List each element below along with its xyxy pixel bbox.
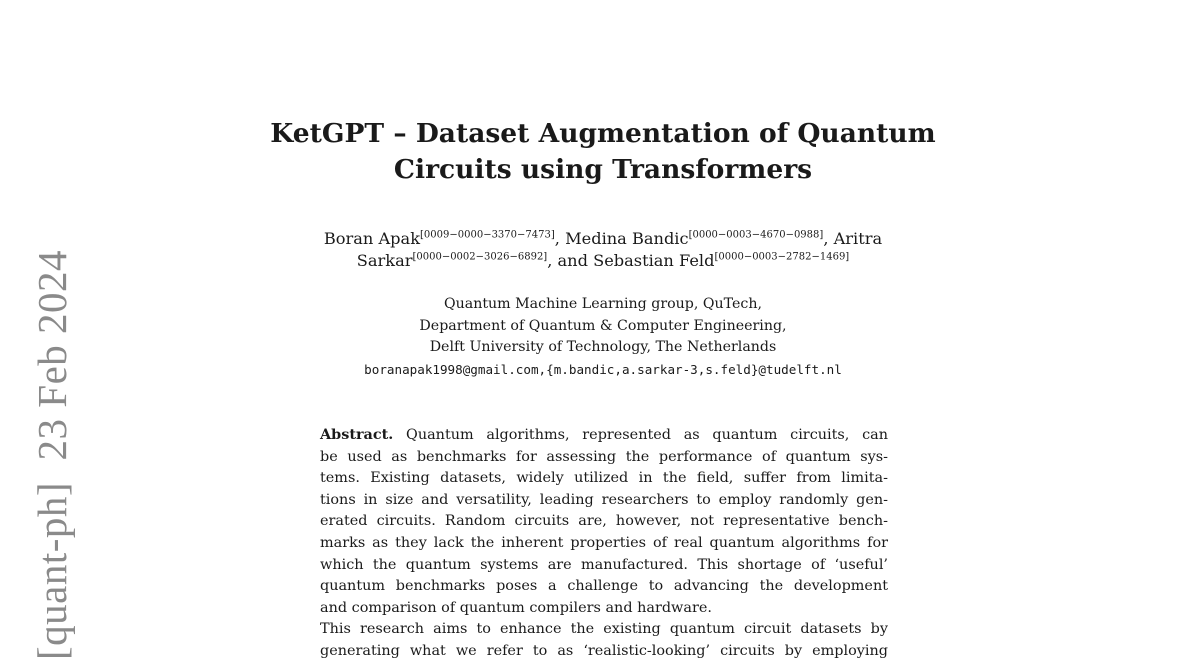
affiliation-block xyxy=(230,294,976,380)
author-line-1: Boran Apak[0009−0000−3370−7473], Medina Bandic[0000−0003−4670−0988], Aritra xyxy=(323,229,883,248)
author-line-2: Sarkar[0000−0002−3026−6892], and Sebastian Feld[0000−0003−2782−1469] xyxy=(356,251,850,270)
abstract-line: marks as they lack the inherent properties of real quantum algorithms for xyxy=(320,534,888,551)
abstract-line: and comparison of quantum compilers and hardware. xyxy=(320,599,712,616)
abstract-line: This research aims to enhance the existing quantum circuit datasets by xyxy=(320,621,888,638)
author-emails[interactable]: boranapak1998@gmail.com,{m.bandic,a.sarkar-3,s.feld}@tudelft.nl xyxy=(364,361,842,377)
paper-title xyxy=(230,116,976,188)
author-name-last: Sarkar xyxy=(356,251,413,270)
abstract-line: Abstract. Quantum algorithms, represented as quantum circuits, can xyxy=(320,426,888,443)
author-name: Medina Bandic xyxy=(565,229,689,248)
abstract-line: be used as benchmarks for assessing the performance of quantum sys- xyxy=(320,448,888,465)
title-line-1: KetGPT – Dataset Augmentation of Quantum xyxy=(270,118,936,149)
abstract-line: quantum benchmarks poses a challenge to advancing the development xyxy=(320,578,888,595)
author-orcid: [0009−0000−3370−7473] xyxy=(420,229,555,241)
author-orcid: [0000−0003−4670−0988] xyxy=(688,229,824,241)
title-line-2: Circuits using Transformers xyxy=(393,154,813,185)
author-name-first: Aritra xyxy=(833,229,883,248)
affiliation-line-2: Department of Quantum & Computer Engineering, xyxy=(419,317,787,334)
affiliation-line-1: Quantum Machine Learning group, QuTech, xyxy=(443,296,763,312)
abstract-keyword: Abstract. xyxy=(320,426,394,443)
author-name: Sebastian Feld xyxy=(593,251,715,270)
author-orcid: [0000−0002−3026−6892] xyxy=(412,251,548,263)
abstract-line: erated circuits. Random circuits are, however, not representative bench- xyxy=(320,513,888,530)
abstract-line: tems. Existing datasets, widely utilized in the field, suffer from limita- xyxy=(320,470,888,487)
author-orcid: [0000−0003−2782−1469] xyxy=(714,251,850,263)
author-name: Boran Apak xyxy=(323,229,421,248)
affiliation-line-3: Delft University of Technology, The Netherlands xyxy=(429,339,777,355)
abstract-line: tions in size and versatility, leading researchers to employ randomly gen- xyxy=(320,491,888,508)
abstract-line: which the quantum systems are manufactured. This shortage of ‘useful’ xyxy=(320,556,888,573)
abstract-line: generating what we refer to as ‘realistic-looking’ circuits by employing xyxy=(320,642,888,659)
author-list xyxy=(230,228,976,272)
abstract xyxy=(320,424,888,663)
arxiv-side-stamp: [quant-ph] 23 Feb 2024 xyxy=(29,249,75,660)
